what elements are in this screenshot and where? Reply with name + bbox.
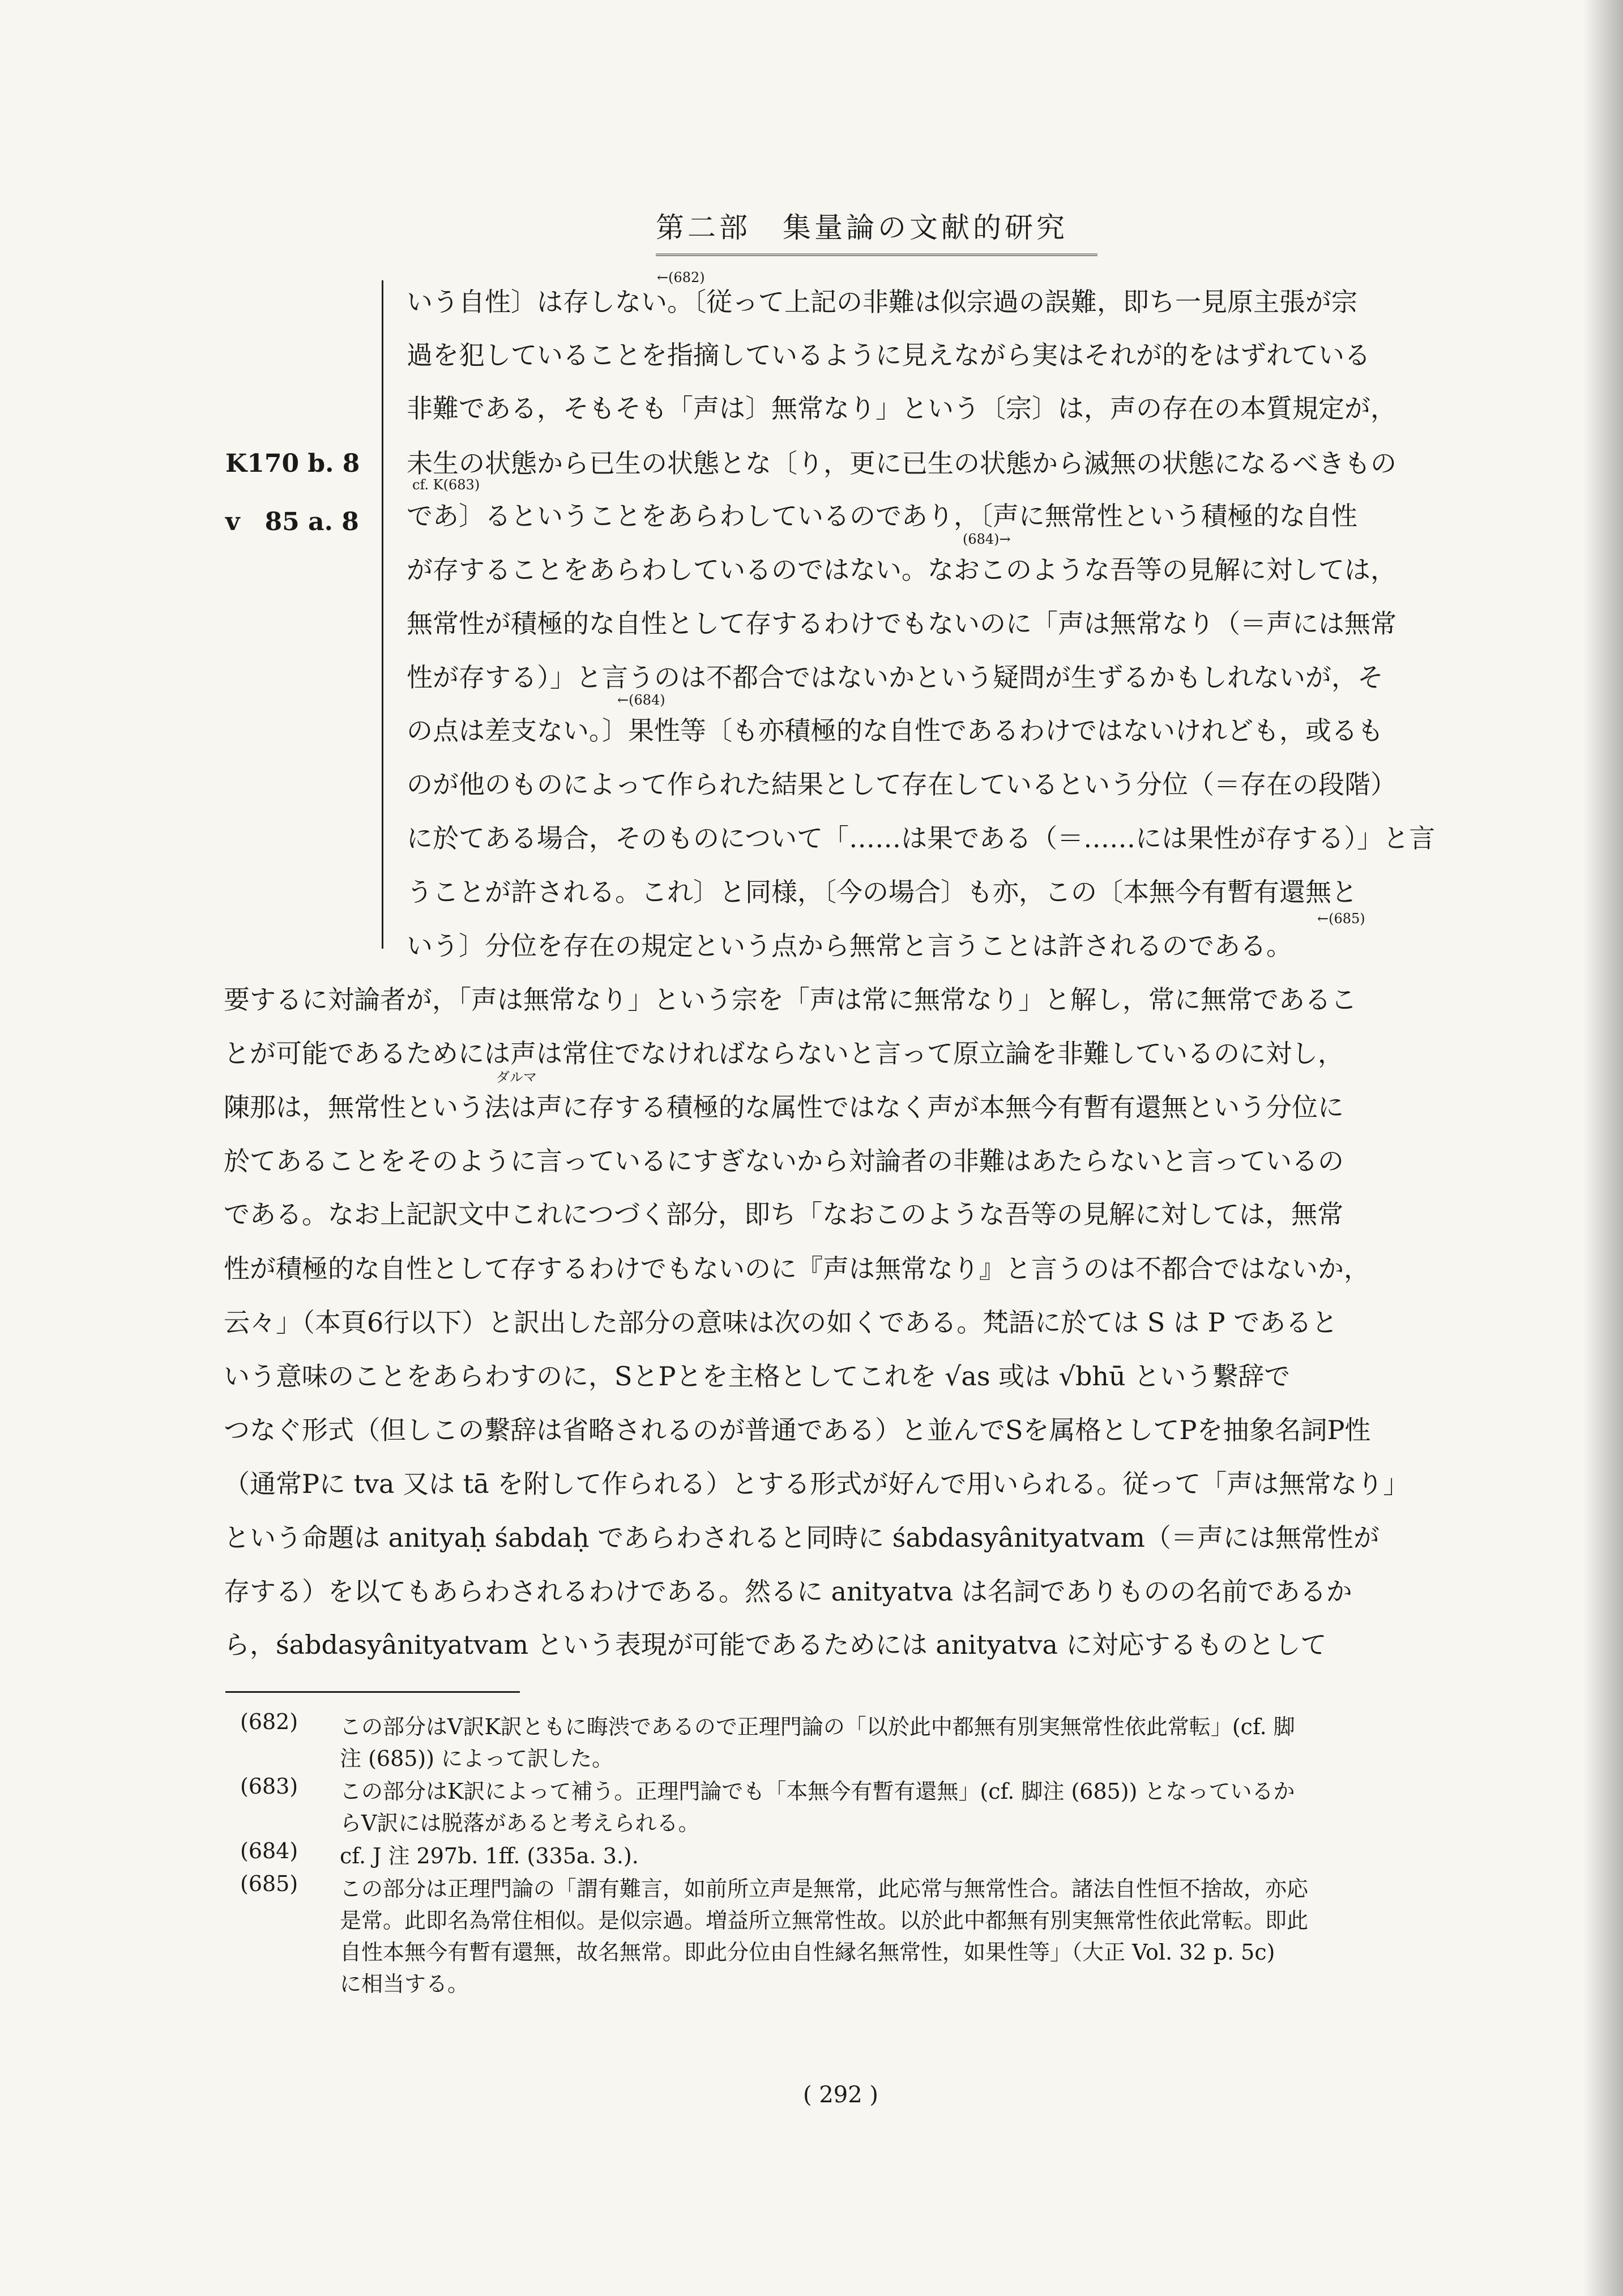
quote-line: のが他のものによって作られた結果として存在しているという分位（＝存在の段階） <box>407 769 1396 800</box>
body-line: という命題は anityaḥ śabdaḥ であらわされると同時に śabdasyânityatvam（＝声には無常性が <box>224 1522 1379 1553</box>
footnote-line: 是常。此即名為常住相似。是似宗過。増益所立無常性故。以於此中都無有別実無常性依此常転。即此 <box>340 1908 1309 1933</box>
body-line: 要するに対論者が，「声は無常なり」という宗を「声は常に無常なり」と解し，常に無常であるこ <box>224 984 1357 1015</box>
body-line: 陳那は，無常性という法は声に存する積極的な属性ではなく声が本無今有暫有還無という分位に <box>224 1092 1344 1123</box>
body-line: 存する）を以てもあらわされるわけである。然るに anityatva は名詞でありものの名前であるか <box>224 1576 1352 1607</box>
body-line: 性が積極的な自性として存するわけでもないのに『声は無常なり』と言うのは不都合ではないか， <box>224 1253 1370 1284</box>
body-line: 云々」（本頁6行以下）と訳出した部分の意味は次の如くである。梵語に於ては S は P であると <box>224 1307 1338 1338</box>
quotation-rule <box>382 280 383 949</box>
footnote-line: 自性本無今有暫有還無，故名無常。即此分位由自性縁名無常性，如果性等」（大正 Vol. 32 p. 5c) <box>340 1940 1275 1965</box>
footnote-mark-683: cf. K(683) <box>412 477 480 493</box>
quote-line: うことが許される。これ〕と同様，〔今の場合〕も亦，この〔本無今有暫有還無と <box>407 877 1357 907</box>
body-line: （通常Pに tva 又は tā を附して作られる）とする形式が好んで用いられる。従って「声は無常なり」 <box>224 1469 1410 1499</box>
quote-line: いう〕分位を存在の規定という点から無常と言うことは許されるのである。 <box>407 931 1292 961</box>
quote-line: 過を犯していることを指摘しているように見えながら実はそれが的をはずれている <box>407 340 1370 370</box>
margin-ref-k: K170 b. 8 <box>225 449 360 478</box>
margin-ref-v: v 85 a. 8 <box>225 507 359 536</box>
running-header: 第二部 集量論の文献的研究 <box>656 205 1097 256</box>
footnote-mark-682: ←(682) <box>657 270 705 285</box>
page-edge-shadow <box>1583 0 1623 2296</box>
footnote-mark-684-start: (684)→ <box>963 531 1011 547</box>
footnote-number: (683) <box>240 1774 298 1799</box>
footnote-line: この部分は正理門論の「謂有難言，如前所立声是無常，此応常与無常性合。諸法自性恒不捨故，亦応 <box>340 1876 1309 1901</box>
footnote-number: (684) <box>240 1838 298 1863</box>
quote-line: 無常性が積極的な自性として存するわけでもないのに「声は無常なり（＝声には無常 <box>407 608 1396 639</box>
footnote-number: (682) <box>240 1709 298 1734</box>
body-line: 於てあることをそのように言っているにすぎないから対論者の非難はあたらないと言っているの <box>224 1146 1344 1176</box>
body-line: である。なお上記訳文中これにつづく部分，即ち「なおこのような吾等の見解に対しては，無常 <box>224 1199 1344 1230</box>
quote-line: であ〕るということをあらわしているのであり，〔声に無常性という積極的な自性 <box>407 501 1357 531</box>
footnote-line: この部分はK訳によって補う。正理門論でも「本無今有暫有還無」(cf. 脚注 (685)) となっているか <box>340 1779 1295 1804</box>
footnote-divider <box>225 1691 520 1693</box>
body-line: いう意味のことをあらわすのに，SとPとを主格としてこれを √as 或は √bhū という繋辞で <box>224 1361 1291 1392</box>
quote-line: が存することをあらわしているのではない。なおこのような吾等の見解に対しては， <box>407 554 1396 585</box>
quote-line: 未生の状態から已生の状態とな〔り，更に已生の状態から滅無の状態になるべきもの <box>407 448 1396 479</box>
quote-line: いう自性〕は存しない。〔従って上記の非難は似宗過の誤難，即ち一見原主張が宗 <box>407 287 1357 317</box>
footnote-line: 注 (685)) によって訳した。 <box>340 1746 614 1771</box>
body-line: つなぐ形式（但しこの繋辞は省略されるのが普通である）と並んでSを属格としてPを抽象名詞P性 <box>224 1415 1371 1445</box>
footnote-mark-684-end: ←(684) <box>617 692 665 708</box>
quote-line: の点は差支ない。〕果性等〔も亦積極的な自性であるわけではないけれども，或るも <box>407 715 1383 746</box>
page-number: ( 292 ) <box>803 2082 878 2108</box>
quote-line: に於てある場合，そのものについて「……は果である（＝……には果性が存する）」と言 <box>407 823 1436 853</box>
footnote-mark-685: ←(685) <box>1317 911 1365 927</box>
footnote-line: に相当する。 <box>340 1971 469 1996</box>
footnote-line: cf. J 注 297b. 1ff. (335a. 3.). <box>340 1843 639 1868</box>
body-line: とが可能であるためには声は常住でなければならないと言って原立論を非難しているのに対し， <box>224 1038 1344 1069</box>
ruby-dharma: ダルマ <box>496 1069 537 1085</box>
quote-line: 非難である，そもそも「声は〕無常なり」という〔宗〕は，声の存在の本質規定が， <box>407 393 1396 424</box>
footnote-line: らV訳には脱落があると考えられる。 <box>340 1811 700 1836</box>
quote-line: 性が存する）」と言うのは不都合ではないかという疑問が生ずるかもしれないが，そ <box>407 662 1383 693</box>
footnote-line: この部分はV訳K訳ともに晦渋であるので正理門論の「以於此中都無有別実無常性依此常転」(cf. 脚 <box>340 1714 1295 1739</box>
footnote-number: (685) <box>240 1871 298 1896</box>
body-line: ら，śabdasyânityatvam という表現が可能であるためには anityatva に対応するものとして <box>224 1629 1327 1660</box>
